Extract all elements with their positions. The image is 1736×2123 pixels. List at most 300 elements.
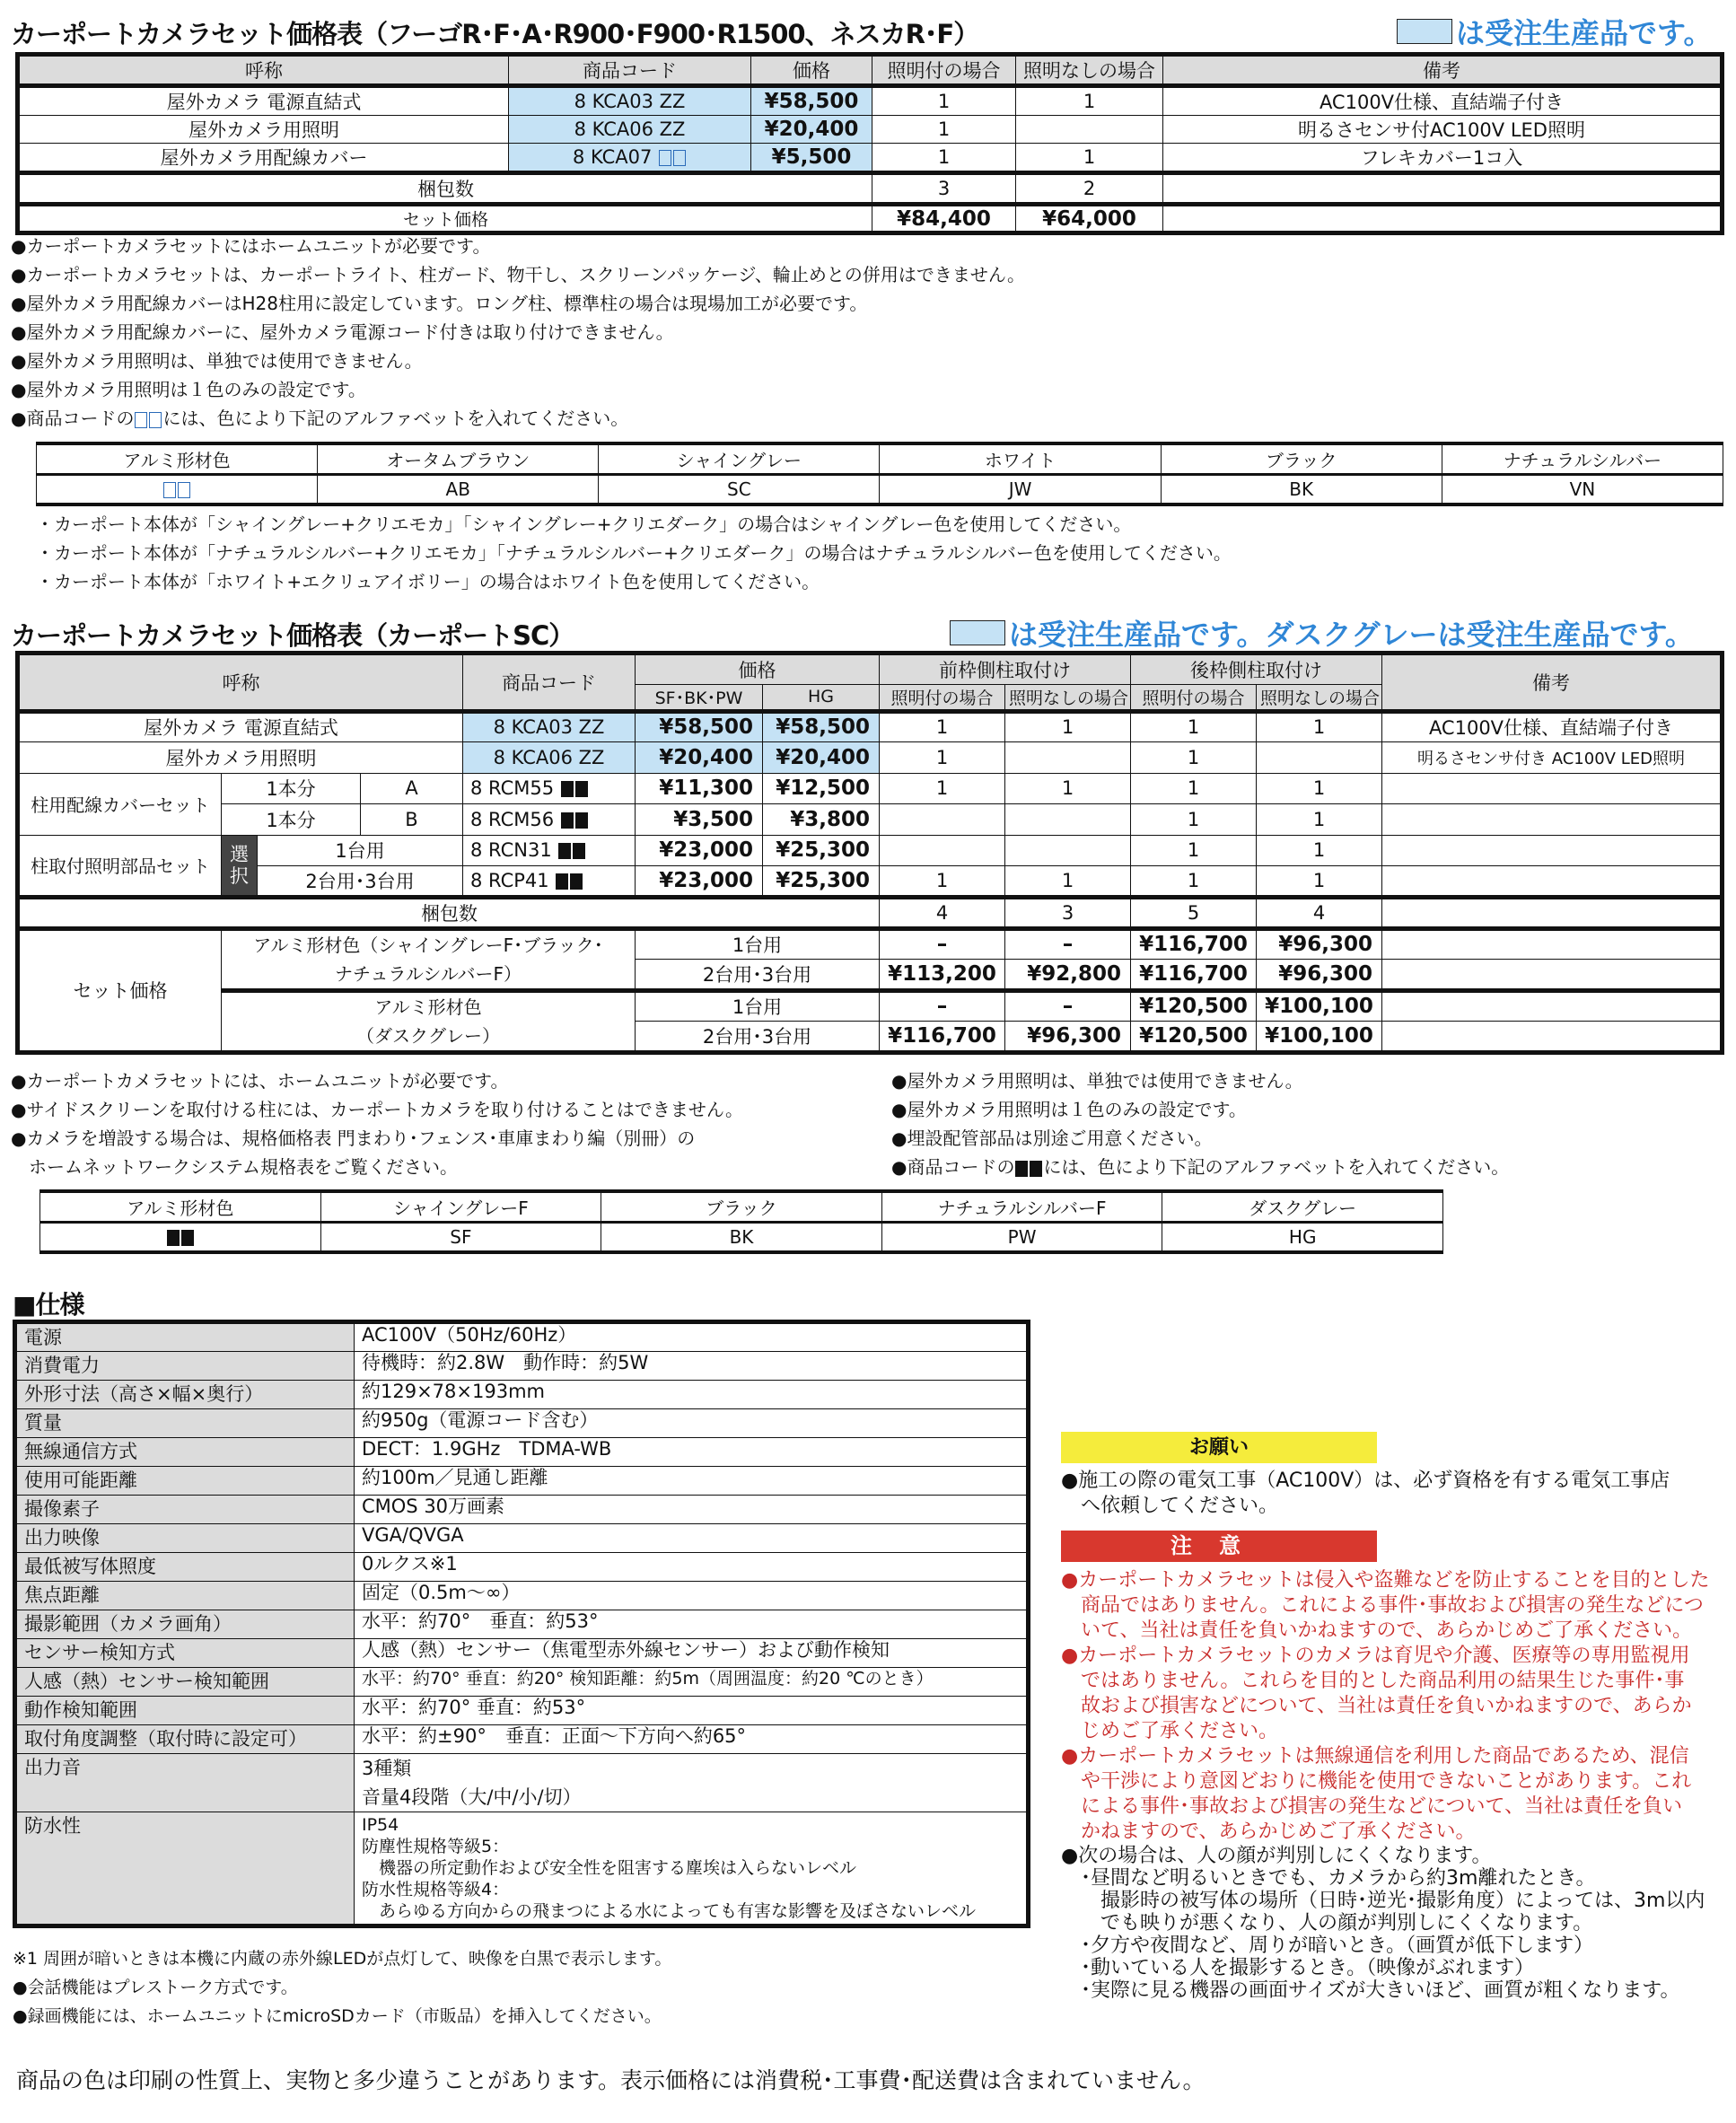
note-item: ●カーポートカメラセットにはホームユニットが必要です。 (11, 235, 491, 257)
note-item: ●屋外カメラ用配線カバーに、屋外カメラ電源コード付きは取り付けできません。 (11, 321, 674, 343)
color-placeholder-block (561, 812, 574, 829)
row-remarks: AC100V仕様、直結端子付き (1382, 711, 1723, 742)
row-without-light: 1 (1016, 86, 1163, 116)
header-code: 商品コード (509, 55, 751, 86)
note-item: ●サイドスクリーンを取付ける柱には、カーポートカメラを取り付けることはできません。 (11, 1099, 744, 1120)
color-placeholder (40, 1222, 321, 1252)
row-price-hg: ¥20,400 (763, 742, 880, 774)
set-price-with-light: ¥84,400 (872, 205, 1016, 233)
color-code: PW (881, 1222, 1162, 1252)
spec-value: 約129×78×193mm (355, 1381, 1029, 1409)
spec-key: 質量 (15, 1409, 355, 1438)
row-code-text: 8 RCM55 (470, 777, 555, 800)
specs-table (13, 1320, 1030, 1928)
spec-key: 人感（熱）センサー検知範囲 (15, 1668, 355, 1697)
color-code: VN (1442, 474, 1723, 504)
header-code: 商品コード (463, 654, 636, 712)
row-name: 屋外カメラ用照明 (18, 742, 463, 774)
color-name: オータムブラウン (318, 443, 599, 474)
package-value: 4 (880, 897, 1005, 928)
specs-title: ■仕様 (13, 1290, 84, 1320)
header-front-with-light: 照明付の場合 (880, 684, 1005, 711)
header-front-mount: 前枠側柱取付け (880, 654, 1131, 685)
row-type: B (361, 804, 463, 836)
note-item: ホームネットワークシステム規格表をご覧ください。 (11, 1156, 458, 1178)
set-remarks (1382, 990, 1723, 1022)
spec-value: DECT：1.9GHz TDMA-WB (355, 1438, 1029, 1467)
spec-value-line: 防塵性規格等級5： (362, 1837, 510, 1856)
row-with-light: 1 (872, 144, 1016, 173)
header-price-hg: HG (763, 684, 880, 711)
set-units: 1台用 (636, 990, 880, 1022)
code-note-post: には、色により下記のアルファベットを入れてください。 (162, 408, 629, 429)
row-price-standard: ¥11,300 (636, 773, 763, 804)
header-rear-mount: 後枠側柱取付け (1131, 654, 1382, 685)
spec-row (15, 1697, 1029, 1725)
caution-line: ●次の場合は、人の顔が判別しにくくなります。 (1061, 1845, 1492, 1867)
spec-row (15, 1582, 1029, 1610)
row-price: ¥20,400 (751, 116, 872, 144)
caution-line: による事件･事故および損害の発生などについて、当社は責任を負い (1061, 1795, 1683, 1818)
set-value: ¥120,500 (1131, 1022, 1257, 1053)
caution-line: ･実際に見る機器の画面サイズが大きいほど、画質が粗くなります。 (1061, 1979, 1680, 2002)
header-price: 価格 (636, 654, 880, 685)
request-header: お願い (1061, 1432, 1377, 1463)
caution-item-black (1061, 1845, 1710, 2002)
color-placeholder-block (1015, 1161, 1028, 1177)
set-value: ¥92,800 (1005, 960, 1131, 991)
row-remarks: AC100V仕様、直結端子付き (1163, 86, 1723, 116)
table-row (18, 804, 1723, 836)
color-name: ナチュラルシルバーF (881, 1191, 1162, 1222)
color-placeholder-box (135, 412, 147, 428)
section1-notes (11, 232, 1025, 433)
made-to-order-note (1397, 11, 1712, 52)
spec-row (15, 1754, 1029, 1812)
set-price-label: セット価格 (18, 205, 872, 233)
row-without-light: 1 (1016, 144, 1163, 173)
note-item: ●屋外カメラ用照明は１色のみの設定です。 (891, 1099, 1247, 1120)
set-price-row (18, 928, 1723, 960)
table-row (18, 116, 1723, 144)
row-name: 屋外カメラ用照明 (18, 116, 509, 144)
note-item: ●カーポートカメラセットは、カーポートライト、柱ガード、物干し、スクリーンパッケージ、輪止めとの併用はできません。 (11, 264, 1026, 285)
set-value: ¥113,200 (880, 960, 1005, 991)
set-remarks (1382, 928, 1723, 960)
set-units: 2台用･3台用 (636, 960, 880, 991)
color-code: BK (1161, 474, 1442, 504)
code-note-pre: ●商品コードの (11, 408, 135, 429)
spec-key: 使用可能距離 (15, 1467, 355, 1496)
spec-key: 焦点距離 (15, 1582, 355, 1610)
spec-row (15, 1409, 1029, 1438)
row-code (509, 144, 751, 173)
caution-line: でも映りが悪くなり、人の顔が判別しにくくなります。 (1061, 1912, 1593, 1934)
request-line: へ依頼してください。 (1061, 1495, 1279, 1517)
color-code: SC (599, 474, 880, 504)
color-table-label: アルミ形材色 (40, 1191, 321, 1222)
set-value: – (880, 990, 1005, 1022)
color-code: SF (320, 1222, 601, 1252)
caution-line: ではありません。これらを目的とした商品利用の結果生じた事件･事 (1061, 1670, 1685, 1692)
row-name: 屋外カメラ 電源直結式 (18, 86, 509, 116)
header-price-standard: SF･BK･PW (636, 684, 763, 711)
row-rear-with: 1 (1131, 835, 1257, 866)
spec-value: 水平：約70° 垂直：約20° 検知距離：約5m（周囲温度：約20 ℃のとき） (355, 1668, 1029, 1697)
color-placeholder-box (149, 412, 162, 428)
caution-line: ●カーポートカメラセットは侵入や盗難などを防止することを目的とした (1061, 1569, 1710, 1592)
caution-line: ･夕方や夜間など、周りが暗いとき。（画質が低下します） (1061, 1934, 1594, 1957)
spec-value-line: 防水性規格等級4： (362, 1880, 510, 1899)
caution-line: ●カーポートカメラセットのカメラは育児や介護、医療等の専用監視用 (1061, 1645, 1690, 1667)
spec-key: 無線通信方式 (15, 1438, 355, 1467)
table-row (18, 711, 1723, 742)
color-table-label: アルミ形材色 (37, 443, 318, 474)
spec-row (15, 1352, 1029, 1381)
table-row (18, 773, 1723, 804)
row-type: A (361, 773, 463, 804)
row-code-text: 8 RCM56 (470, 808, 555, 830)
spec-row (15, 1812, 1029, 1926)
note-item: ●屋外カメラ用照明は１色のみの設定です。 (11, 379, 366, 400)
color-code: HG (1162, 1222, 1443, 1252)
spec-key: 電源 (15, 1322, 355, 1352)
table-row (18, 86, 1723, 116)
color-placeholder-block (575, 812, 588, 829)
spec-row (15, 1639, 1029, 1668)
set-group-label-line: （ダスクグレー） (356, 1024, 500, 1047)
row-rear-without: 1 (1257, 804, 1382, 836)
spec-value: 人感（熱）センサー（焦電型赤外線センサー）および動作検知 (355, 1639, 1029, 1668)
caution-item (1061, 1744, 1710, 1845)
spec-value: 約950g（電源コード含む） (355, 1409, 1029, 1438)
row-sub: 2台用･3台用 (258, 866, 463, 898)
row-rear-without: 1 (1257, 835, 1382, 866)
color-code: AB (318, 474, 599, 504)
header-remarks: 備考 (1163, 55, 1723, 86)
row-with-light: 1 (872, 86, 1016, 116)
row-price-standard: ¥23,000 (636, 866, 763, 898)
row-remarks (1382, 804, 1723, 836)
caution-line: かねますので、あらかじめご了承ください。 (1061, 1820, 1476, 1843)
row-sub: 1本分 (222, 773, 361, 804)
footnote: ※1 周囲が暗いときは本機に内蔵の赤外線LEDが点灯して、映像を白黒で表示します。 (13, 1949, 672, 1969)
section2-notes-right (891, 1066, 1509, 1181)
footer-disclaimer: 商品の色は印刷の性質上、実物と多少違うことがあります。表示価格には消費税･工事費･配送費は含まれていません。 (16, 2067, 1206, 2093)
spec-value: VGA/QVGA (355, 1524, 1029, 1553)
header-without-light: 照明なしの場合 (1016, 55, 1163, 86)
set-value: ¥120,500 (1131, 990, 1257, 1022)
header-front-without-light: 照明なしの場合 (1005, 684, 1131, 711)
row-price-hg: ¥58,500 (763, 711, 880, 742)
caution-line: ●カーポートカメラセットは無線通信を利用した商品であるため、混信 (1061, 1745, 1689, 1768)
code-note-post: には、色により下記のアルファベットを入れてください。 (1043, 1156, 1510, 1178)
section2-price-table (15, 651, 1724, 1055)
header-rear-with-light: 照明付の場合 (1131, 684, 1257, 711)
spec-key: 撮像素子 (15, 1496, 355, 1524)
spec-value: 約100m／見通し距離 (355, 1467, 1029, 1496)
set-value: ¥116,700 (1131, 928, 1257, 960)
row-code: 8 KCA03 ZZ (463, 711, 636, 742)
table-row (18, 866, 1723, 898)
set-value: ¥100,100 (1257, 1022, 1382, 1053)
row-name: 屋外カメラ 電源直結式 (18, 711, 463, 742)
spec-row (15, 1496, 1029, 1524)
row-remarks: 明るさセンサ付き AC100V LED照明 (1382, 742, 1723, 774)
made-to-order-text: は受注生産品です。ダスクグレーは受注生産品です。 (1009, 618, 1694, 652)
row-front-with (880, 835, 1005, 866)
row-rear-without: 1 (1257, 866, 1382, 898)
caution-line: ･動いている人を撮影するとき。（映像がぶれます） (1061, 1957, 1535, 1979)
row-price-hg: ¥25,300 (763, 835, 880, 866)
color-code: BK (601, 1222, 882, 1252)
row-without-light (1016, 116, 1163, 144)
made-to-order-note-2 (950, 612, 1694, 654)
row-front-without (1005, 835, 1131, 866)
set-price-remarks (1163, 205, 1723, 233)
set-group-label-line: アルミ形材色（シャイングレーF･ブラック･ (253, 934, 603, 956)
made-to-order-text: は受注生産品です。 (1456, 16, 1713, 50)
spec-value (355, 1812, 1029, 1926)
footnote: ●会話機能はプレストーク方式です。 (13, 1978, 298, 1997)
note-item: ●カーポートカメラセットには、ホームユニットが必要です。 (11, 1070, 509, 1092)
color-name: ホワイト (880, 443, 1161, 474)
set-value: ¥116,700 (1131, 960, 1257, 991)
sub-note: ・カーポート本体が「シャイングレー+クリエモカ」「シャイングレー+クリエダーク」の場合はシャイングレー色を使用してください。 (36, 513, 1132, 535)
set-group-label-line: アルミ形材色 (374, 996, 482, 1018)
spec-value: 水平：約70° 垂直：約53° (355, 1697, 1029, 1725)
row-front-without: 1 (1005, 773, 1131, 804)
color-placeholder-block (575, 781, 588, 797)
package-label: 梱包数 (18, 897, 880, 928)
row-code (463, 804, 636, 836)
package-without-light: 2 (1016, 173, 1163, 205)
row-front-without (1005, 804, 1131, 836)
spec-value: 待機時：約2.8W 動作時：約5W (355, 1352, 1029, 1381)
row-code: 8 KCA06 ZZ (509, 116, 751, 144)
set-price-row (18, 205, 1723, 233)
spec-value (355, 1754, 1029, 1812)
table-row (18, 742, 1723, 774)
package-value: 4 (1257, 897, 1382, 928)
caution-text (1061, 1568, 1710, 2002)
row-front-with (880, 804, 1005, 836)
caution-header: 注意 (1061, 1531, 1377, 1562)
spec-row (15, 1553, 1029, 1582)
section1-price-table (15, 52, 1724, 235)
set-price-without-light: ¥64,000 (1016, 205, 1163, 233)
color-placeholder-block (181, 1230, 194, 1246)
set-value: ¥96,300 (1005, 1022, 1131, 1053)
row-price: ¥5,500 (751, 144, 872, 173)
made-to-order-swatch (950, 620, 1005, 645)
row-code-text: 8 RCP41 (470, 869, 549, 891)
set-value: – (1005, 990, 1131, 1022)
row-front-with: 1 (880, 742, 1005, 774)
row-remarks: 明るさセンサ付AC100V LED照明 (1163, 116, 1723, 144)
row-rear-with: 1 (1131, 804, 1257, 836)
color-name: シャイングレーF (320, 1191, 601, 1222)
caution-line: 故および損害などについて、当社は責任を負いかねますので、あらか (1061, 1695, 1692, 1717)
row-rear-with: 1 (1131, 742, 1257, 774)
row-front-without (1005, 742, 1131, 774)
sub-note: ・カーポート本体が「ナチュラルシルバー+クリエモカ」「ナチュラルシルバー+クリエダーク」の場合はナチュラルシルバー色を使用してください。 (36, 542, 1232, 564)
color-name: ブラック (601, 1191, 882, 1222)
row-front-without: 1 (1005, 866, 1131, 898)
color-placeholder-box (673, 150, 686, 166)
package-row (18, 897, 1723, 928)
section1-sub-notes (36, 510, 1232, 596)
caution-item (1061, 1568, 1710, 1644)
row-front-with: 1 (880, 773, 1005, 804)
spec-row (15, 1381, 1029, 1409)
spec-row (15, 1725, 1029, 1754)
color-placeholder (37, 474, 318, 504)
note-item: ●カメラを増設する場合は、規格価格表 門まわり･フェンス･車庫まわり編（別冊）の (11, 1127, 696, 1149)
caution-line: 撮影時の被写体の場所（日時･逆光･撮影角度）によっては、3m以内 (1061, 1890, 1705, 1912)
color-placeholder-box (163, 482, 176, 498)
header-name: 呼称 (18, 55, 509, 86)
set-price-label: セット価格 (18, 928, 222, 1052)
package-label: 梱包数 (18, 173, 872, 205)
row-remarks: フレキカバー1コ入 (1163, 144, 1723, 173)
row-code (463, 835, 636, 866)
spec-key: 消費電力 (15, 1352, 355, 1381)
spec-value-line: あらゆる方向からの飛まつによる水によっても有害な影響を及ぼさないレベル (362, 1901, 977, 1921)
code-note-pre: ●商品コードの (891, 1156, 1015, 1178)
row-price-standard: ¥20,400 (636, 742, 763, 774)
header-with-light: 照明付の場合 (872, 55, 1016, 86)
row-price-hg: ¥25,300 (763, 866, 880, 898)
select-badge (222, 835, 258, 897)
table-row (18, 144, 1723, 173)
row-price: ¥58,500 (751, 86, 872, 116)
row-front-with: 1 (880, 711, 1005, 742)
spec-value: 0ルクス※1 (355, 1553, 1029, 1582)
row-price-standard: ¥58,500 (636, 711, 763, 742)
select-badge-text: 選択 (230, 843, 249, 887)
set-group-label (222, 990, 636, 1052)
row-remarks (1382, 835, 1723, 866)
row-code-text: 8 RCN31 (470, 839, 552, 862)
set-value: ¥100,100 (1257, 990, 1382, 1022)
spec-value: 水平：約70° 垂直：約53° (355, 1610, 1029, 1639)
sub-note: ・カーポート本体が「ホワイト+エクリュアイボリー」の場合はホワイト色を使用してください。 (36, 571, 820, 592)
set-group-label-line: ナチュラルシルバーF） (335, 962, 522, 985)
color-placeholder-block (167, 1230, 180, 1246)
section2-title: カーポートカメラセット価格表（カーポートSC） (11, 620, 574, 651)
note-item: ●埋設配管部品は別途ご用意ください。 (891, 1127, 1213, 1149)
table-row (18, 835, 1723, 866)
header-rear-without-light: 照明なしの場合 (1257, 684, 1382, 711)
color-placeholder-block (570, 873, 583, 890)
spec-row (15, 1322, 1029, 1352)
spec-value: 固定（0.5m～∞） (355, 1582, 1029, 1610)
color-name: ダスクグレー (1162, 1191, 1443, 1222)
set-value: – (1005, 928, 1131, 960)
set-remarks (1382, 960, 1723, 991)
set-units: 1台用 (636, 928, 880, 960)
set-value: ¥96,300 (1257, 960, 1382, 991)
spec-key: 外形寸法（高さ×幅×奥行） (15, 1381, 355, 1409)
set-value: ¥96,300 (1257, 928, 1382, 960)
color-placeholder-block (556, 873, 568, 890)
row-price-standard: ¥23,000 (636, 835, 763, 866)
note-item: ●屋外カメラ用照明は、単独では使用できません。 (11, 350, 423, 372)
color-placeholder-box (178, 482, 190, 498)
set-price-row (18, 990, 1723, 1022)
row-code (463, 773, 636, 804)
caution-line: や干渉により意図どおりに機能を使用できないことがあります。これ (1061, 1770, 1692, 1793)
row-rear-with: 1 (1131, 866, 1257, 898)
row-rear-with: 1 (1131, 711, 1257, 742)
spec-row (15, 1467, 1029, 1496)
caution-line: じめご了承ください。 (1061, 1720, 1279, 1742)
set-value: – (880, 928, 1005, 960)
row-group-label: 柱用配線カバーセット (18, 773, 222, 835)
row-rear-without (1257, 742, 1382, 774)
color-placeholder-block (558, 843, 571, 859)
row-code: 8 KCA06 ZZ (463, 742, 636, 774)
set-units: 2台用･3台用 (636, 1022, 880, 1053)
color-name: シャイングレー (599, 443, 880, 474)
spec-key: 取付角度調整（取付時に設定可） (15, 1725, 355, 1754)
package-with-light: 3 (872, 173, 1016, 205)
note-item: ●屋外カメラ用照明は、単独では使用できません。 (891, 1070, 1303, 1092)
spec-row (15, 1610, 1029, 1639)
spec-value: AC100V（50Hz/60Hz） (355, 1322, 1029, 1352)
color-placeholder-box (659, 150, 671, 166)
row-remarks (1382, 773, 1723, 804)
row-rear-with: 1 (1131, 773, 1257, 804)
row-sub: 1本分 (222, 804, 361, 836)
note-item-code (891, 1153, 1509, 1181)
header-remarks: 備考 (1382, 654, 1723, 712)
footnote: ●録画機能には、ホームユニットにmicroSDカード（市販品）を挿入してください。 (13, 2006, 662, 2026)
row-rear-without: 1 (1257, 711, 1382, 742)
row-price-hg: ¥12,500 (763, 773, 880, 804)
color-name: ナチュラルシルバー (1442, 443, 1723, 474)
row-code (463, 866, 636, 898)
spec-row (15, 1524, 1029, 1553)
row-sub: 1台用 (258, 835, 463, 866)
spec-value: 水平：約±90° 垂直：正面～下方向へ約65° (355, 1725, 1029, 1754)
spec-key: 出力映像 (15, 1524, 355, 1553)
row-price-standard: ¥3,500 (636, 804, 763, 836)
header-price: 価格 (751, 55, 872, 86)
specs-footnotes (13, 1944, 671, 2031)
spec-value-line: 音量4段階（大/中/小/切） (362, 1786, 582, 1808)
spec-key: 撮影範囲（カメラ画角） (15, 1610, 355, 1639)
color-placeholder-block (1030, 1161, 1042, 1177)
row-rear-without: 1 (1257, 773, 1382, 804)
row-front-with: 1 (880, 866, 1005, 898)
section1-title: カーポートカメラセット価格表（フーゴR･F･A･R900･F900･R1500、ネスカR･F） (11, 19, 979, 49)
color-placeholder-block (573, 843, 585, 859)
color-placeholder-block (561, 781, 574, 797)
set-group-label (222, 928, 636, 990)
set-remarks (1382, 1022, 1723, 1053)
color-name: ブラック (1161, 443, 1442, 474)
row-front-without: 1 (1005, 711, 1131, 742)
color-code: JW (880, 474, 1161, 504)
section1-color-table (36, 442, 1723, 506)
package-value: 3 (1005, 897, 1131, 928)
section2-color-table (39, 1189, 1443, 1254)
request-line: ●施工の際の電気工事（AC100V）は、必ず資格を有する電気工事店 (1061, 1469, 1670, 1492)
made-to-order-swatch (1397, 19, 1452, 44)
package-row (18, 173, 1723, 205)
